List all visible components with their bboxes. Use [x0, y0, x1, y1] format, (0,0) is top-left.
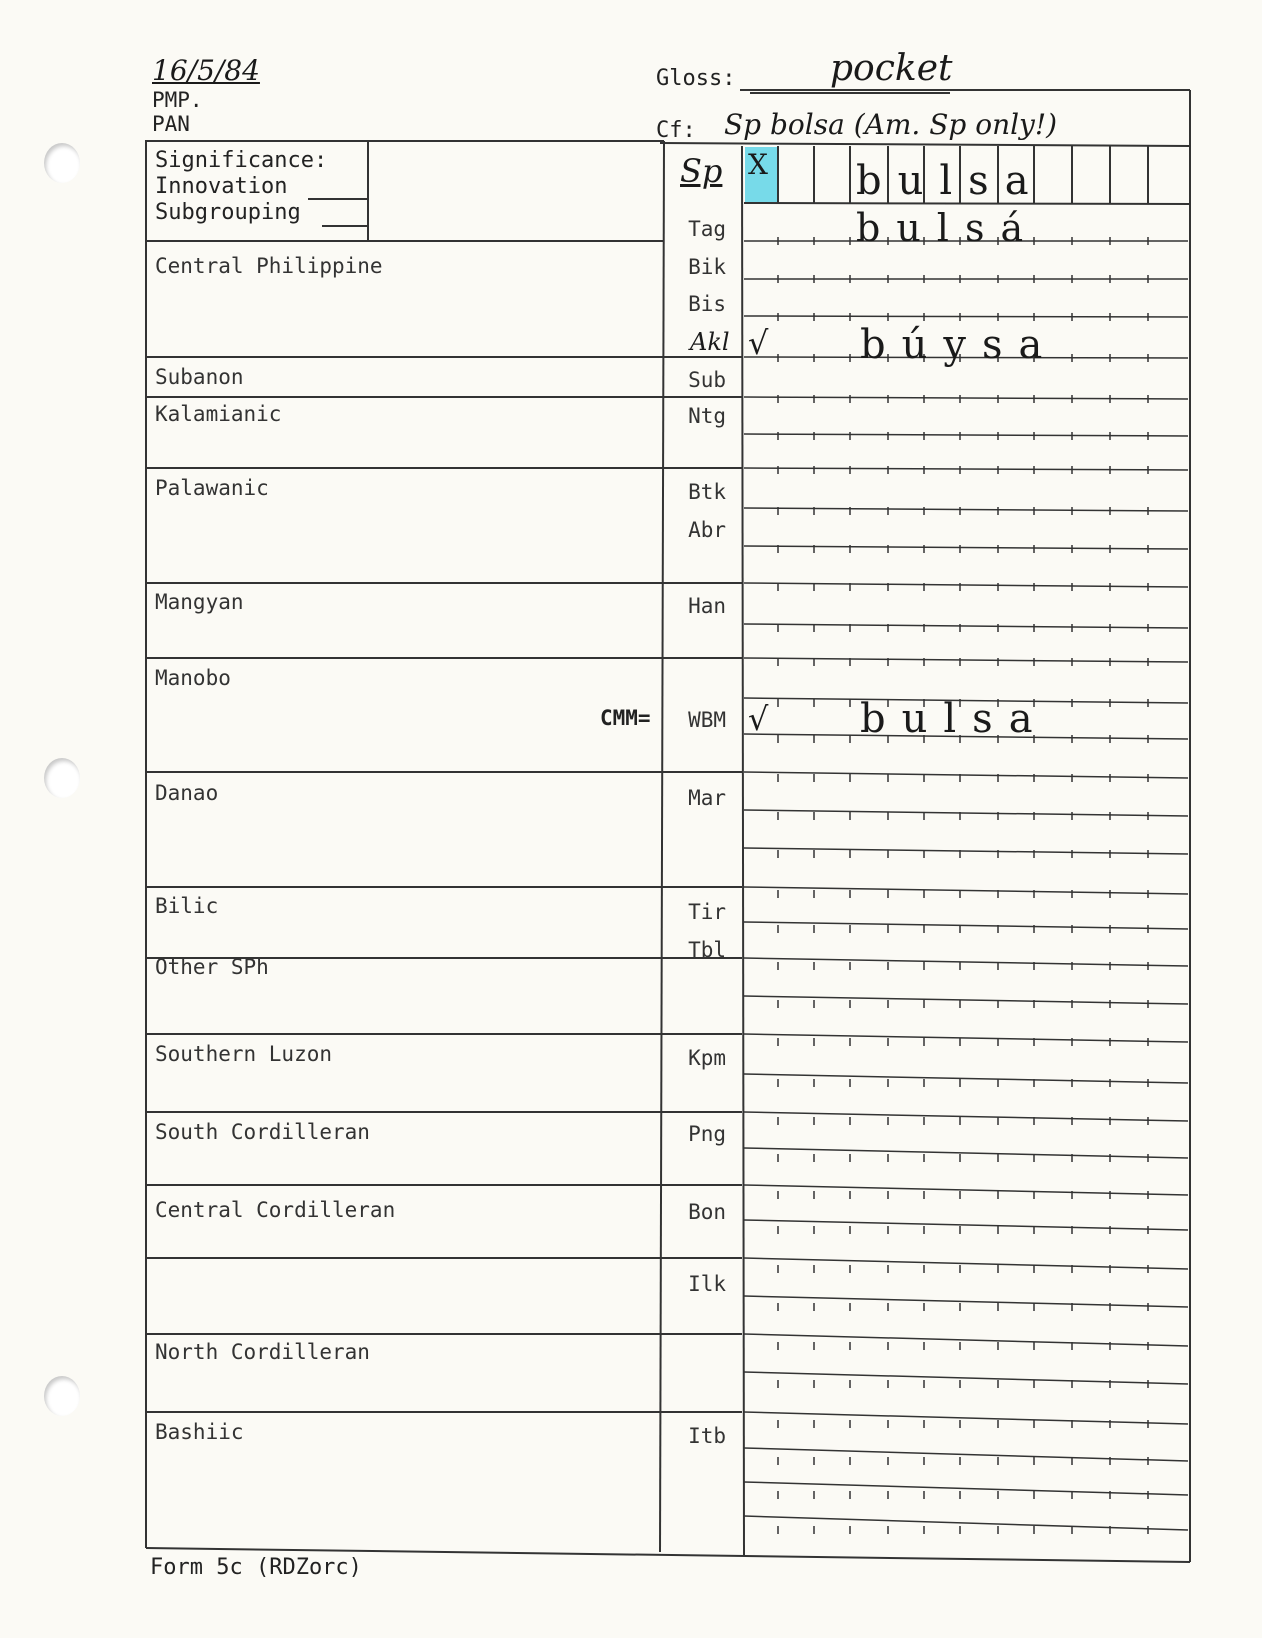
lang-han: Han [688, 594, 726, 618]
lang-tbl: Tbl [688, 938, 726, 962]
lang-itb: Itb [688, 1424, 726, 1448]
proto-pmp-label: PMP. [152, 88, 203, 112]
entry-rule [744, 658, 1188, 662]
sp-form: bulsa [856, 158, 1045, 204]
sp-language-label: Sp [680, 152, 723, 190]
group-southern-luzon: Southern Luzon [155, 1042, 333, 1066]
entry-rule [744, 1296, 1188, 1307]
group-subanon: Subanon [155, 365, 244, 389]
entry-rule [744, 1220, 1188, 1230]
lang-btk: Btk [688, 480, 726, 504]
lang-kpm: Kpm [688, 1046, 726, 1070]
group-bashiic: Bashiic [155, 1420, 244, 1444]
subgrouping-label: Subgrouping [155, 200, 301, 225]
entry-rule [744, 848, 1188, 854]
entry-rule [744, 397, 1188, 399]
lang-sub: Sub [688, 368, 726, 392]
entry-rule [744, 772, 1188, 778]
wbm-form: bulsa [860, 696, 1049, 742]
innovation-label: Innovation [155, 174, 288, 199]
entry-rule [744, 1074, 1188, 1083]
entry-rule [744, 1482, 1188, 1495]
sp-mark: X [748, 148, 768, 181]
lang-wbm: WBM [688, 708, 726, 732]
significance-title: Significance: [155, 148, 328, 173]
entry-rule [744, 434, 1188, 436]
entry-rule [744, 624, 1188, 628]
entry-rule [744, 1034, 1188, 1042]
entry-rule [744, 508, 1188, 511]
lang-ilk: Ilk [688, 1272, 726, 1296]
entry-rule [744, 583, 1188, 587]
cf-label: Cf: [656, 118, 696, 143]
entry-rule [744, 1334, 1188, 1346]
group-north-cordilleran: North Cordilleran [155, 1340, 370, 1364]
wbm-mark: √ [748, 700, 769, 738]
entry-rule [744, 887, 1188, 894]
lang-tir: Tir [688, 900, 726, 924]
group-other-sph: Other SPh [155, 955, 269, 979]
group-manobo: Manobo [155, 666, 231, 690]
entry-rule [744, 1412, 1188, 1424]
entry-rule [744, 1448, 1188, 1461]
lang-bon: Bon [688, 1200, 726, 1224]
entry-rule [744, 1185, 1188, 1195]
entry-rule [744, 996, 1188, 1004]
entry-rule [744, 922, 1188, 929]
akl-form: búysa [860, 322, 1059, 368]
entry-rule [744, 1372, 1188, 1384]
entry-rule [744, 1148, 1188, 1158]
lang-bik: Bik [688, 255, 726, 279]
entry-rule [744, 1516, 1188, 1530]
entry-rule [744, 468, 1188, 470]
entry-rule [744, 810, 1188, 816]
group-south-cordilleran: South Cordilleran [155, 1120, 370, 1144]
lang-mar: Mar [688, 786, 726, 810]
tag-form: bulsá [856, 206, 1040, 250]
lang-png: Png [688, 1122, 726, 1146]
lang-ntg: Ntg [688, 404, 726, 428]
akl-mark: √ [748, 324, 769, 362]
group-kalamianic: Kalamianic [155, 402, 282, 426]
entry-rule [744, 1258, 1188, 1269]
lang-abr: Abr [688, 518, 726, 542]
group-central-cordilleran: Central Cordilleran [155, 1198, 396, 1222]
entry-rule [744, 316, 1188, 317]
lang-tag: Tag [688, 217, 726, 241]
group-bilic: Bilic [155, 894, 219, 918]
group-danao: Danao [155, 781, 219, 805]
group-mangyan: Mangyan [155, 590, 244, 614]
group-central-philippine: Central Philippine [155, 254, 383, 278]
manobo-note: CMM= [600, 706, 651, 730]
lang-bis: Bis [688, 292, 726, 316]
proto-pan-label: PAN [152, 112, 190, 136]
entry-rule [744, 1112, 1188, 1121]
gloss-value: pocket [830, 48, 953, 89]
form-footer: Form 5c (RDZorc) [150, 1555, 362, 1580]
gloss-label: Gloss: [656, 66, 736, 91]
lang-akl: Akl [690, 328, 730, 356]
entry-rule [744, 546, 1188, 549]
entry-rule [744, 958, 1188, 966]
group-palawanic: Palawanic [155, 476, 269, 500]
date: 16/5/84 [152, 54, 260, 87]
cf-value: Sp bolsa (Am. Sp only!) [724, 108, 1058, 141]
